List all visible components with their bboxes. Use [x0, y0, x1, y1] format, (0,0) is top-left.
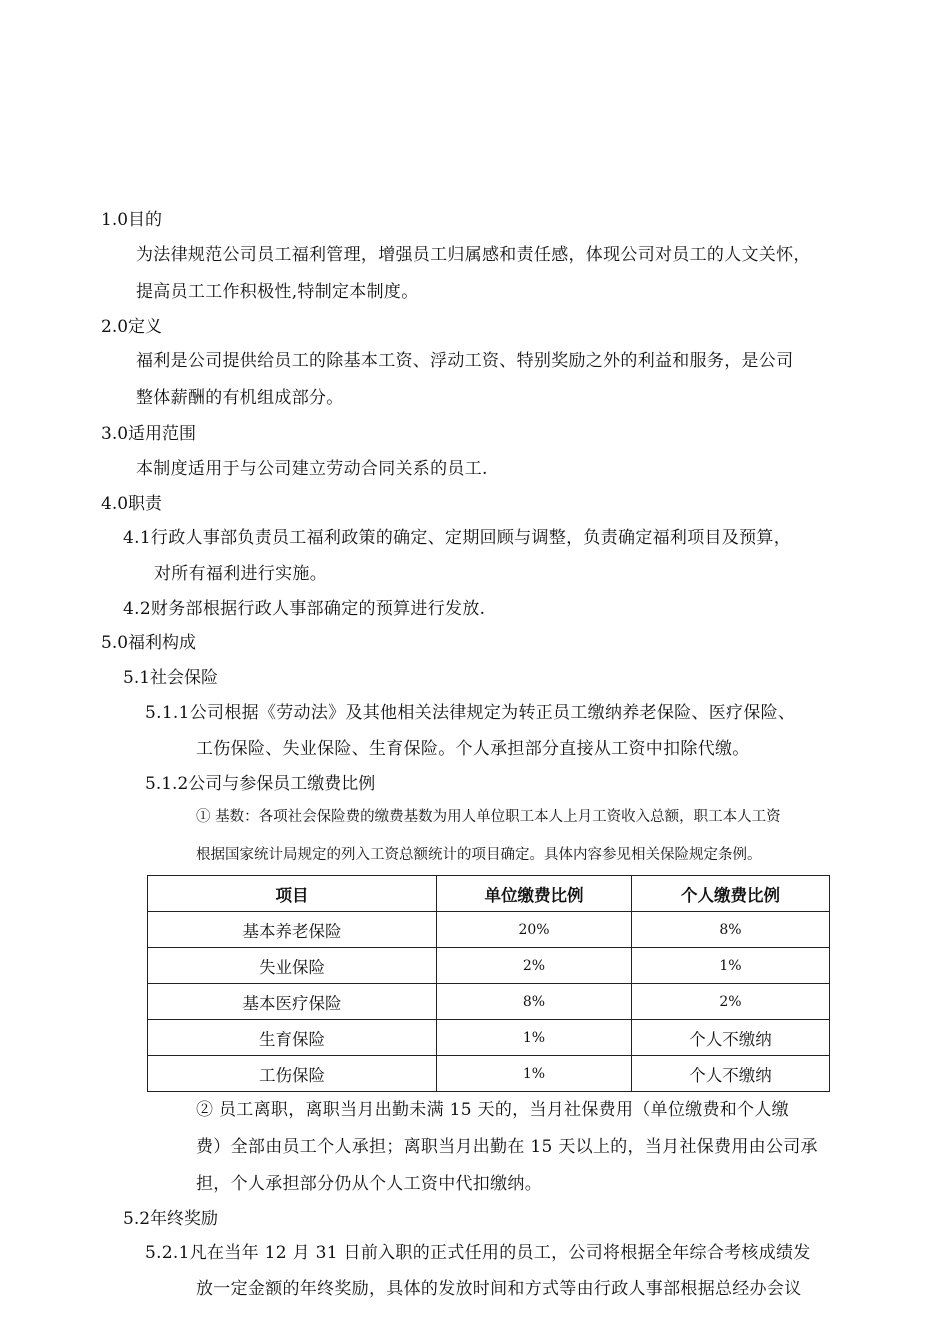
table-row [148, 1056, 830, 1092]
section-heading-definition: 2.0定义 [101, 317, 163, 337]
subsection-heading-year-end-bonus: 5.2年终奖励 [123, 1209, 219, 1229]
table-cell-employer-rate: 1% [437, 1020, 632, 1056]
table-row [148, 912, 830, 948]
table-cell-employee-rate: 个人不缴纳 [632, 1020, 830, 1056]
contribution-ratio-heading: 5.1.2公司与参保员工缴费比例 [145, 774, 376, 794]
purpose-text-line-2: 提高员工工作积极性,特制定本制度。 [136, 282, 419, 302]
table-cell-employee-rate: 1% [632, 948, 830, 984]
table-cell-employee-rate: 个人不缴纳 [632, 1056, 830, 1092]
definition-text-line-1: 福利是公司提供给员工的除基本工资、浮动工资、特别奖励之外的利益和服务，是公司 [136, 351, 794, 371]
table-cell-item: 生育保险 [148, 1020, 437, 1056]
social-insurance-5-1-1-line-1: 5.1.1公司根据《劳动法》及其他相关法律规定为转正员工缴纳养老保险、医疗保险、 [145, 703, 796, 723]
note-base-line-1: ① 基数：各项社会保险费的缴费基数为用人单位职工本人上月工资收入总额，职工本人工资 [196, 809, 781, 825]
table-cell-employee-rate: 2% [632, 984, 830, 1020]
table-row [148, 1020, 830, 1056]
responsibility-4-2-line-1: 4.2财务部根据行政人事部确定的预算进行发放. [123, 599, 486, 619]
note-resignation-line-1: ② 员工离职，离职当月出勤未满 15 天的，当月社保费用（单位缴费和个人缴 [196, 1100, 789, 1120]
table-cell-item: 基本养老保险 [148, 912, 437, 948]
table-cell-item: 失业保险 [148, 948, 437, 984]
year-end-bonus-5-2-1-line-2: 放一定金额的年终奖励，具体的发放时间和方式等由行政人事部根据总经办会议 [196, 1279, 802, 1299]
table-cell-employee-rate: 8% [632, 912, 830, 948]
table-cell-item: 工伤保险 [148, 1056, 437, 1092]
table-cell-employer-rate: 20% [437, 912, 632, 948]
year-end-bonus-5-2-1-line-1: 5.2.1凡在当年 12 月 31 日前入职的正式任用的员工，公司将根据全年综合考核成绩发 [145, 1243, 811, 1263]
table-cell-employer-rate: 1% [437, 1056, 632, 1092]
scope-text-line-1: 本制度适用于与公司建立劳动合同关系的员工. [136, 459, 488, 479]
table-row [148, 984, 830, 1020]
section-heading-responsibility: 4.0职责 [101, 494, 163, 514]
table-cell-employer-rate: 2% [437, 948, 632, 984]
table-cell-item: 基本医疗保险 [148, 984, 437, 1020]
section-heading-benefits: 5.0福利构成 [101, 633, 197, 653]
table-row [148, 948, 830, 984]
definition-text-line-2: 整体薪酬的有机组成部分。 [136, 388, 344, 408]
table-header-row [148, 876, 830, 912]
table-cell-employer-rate: 8% [437, 984, 632, 1020]
note-base-line-2: 根据国家统计局规定的列入工资总额统计的项目确定。具体内容参见相关保险规定条例。 [196, 847, 762, 863]
table-header-employer-rate: 单位缴费比例 [437, 876, 632, 912]
responsibility-4-1-line-1: 4.1行政人事部负责员工福利政策的确定、定期回顾与调整，负责确定福利项目及预算， [123, 528, 792, 548]
section-heading-scope: 3.0适用范围 [101, 424, 197, 444]
note-resignation-line-3: 担，个人承担部分仍从个人工资中代扣缴纳。 [196, 1174, 542, 1194]
table-header-item: 项目 [148, 876, 437, 912]
purpose-text-line-1: 为法律规范公司员工福利管理，增强员工归属感和责任感，体现公司对员工的人文关怀， [136, 245, 811, 265]
contribution-ratio-table [147, 875, 830, 1092]
table-header-employee-rate: 个人缴费比例 [632, 876, 830, 912]
social-insurance-5-1-1-line-2: 工伤保险、失业保险、生育保险。个人承担部分直接从工资中扣除代缴。 [196, 739, 750, 759]
subsection-heading-social-insurance: 5.1社会保险 [123, 668, 219, 688]
responsibility-4-1-line-2: 对所有福利进行实施。 [154, 564, 327, 584]
section-heading-purpose: 1.0目的 [101, 210, 163, 230]
note-resignation-line-2: 费）全部由员工个人承担；离职当月出勤在 15 天以上的，当月社保费用由公司承 [196, 1137, 818, 1157]
